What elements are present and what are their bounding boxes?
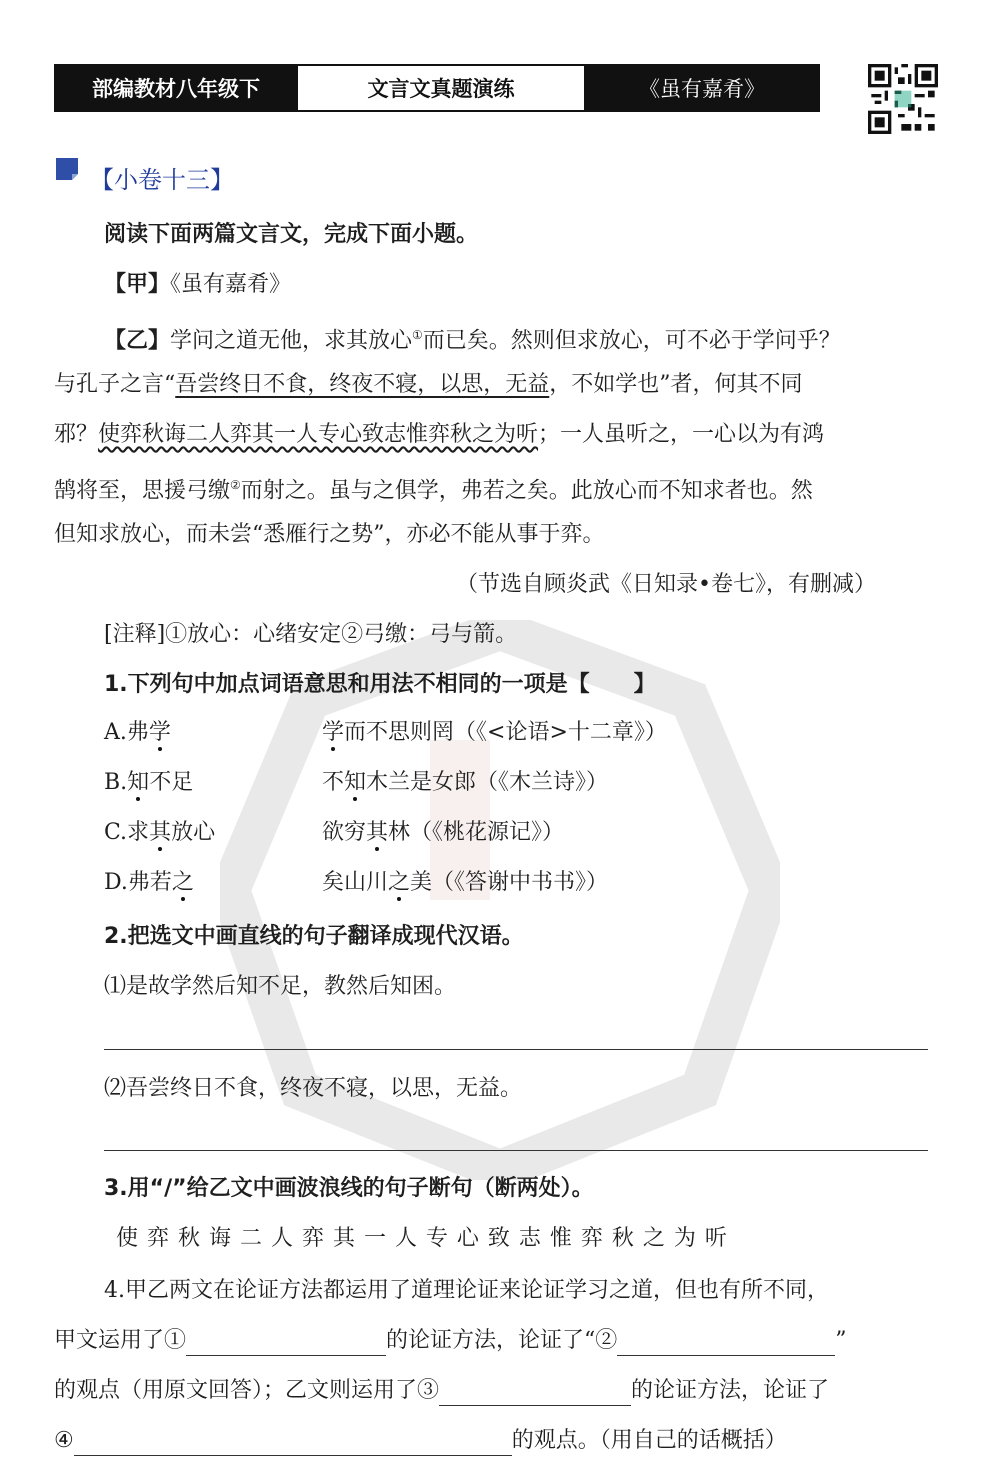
q1-option-a: A.弗学 (104, 720, 171, 745)
blank-2[interactable] (617, 1331, 835, 1356)
passage-yi-line4: 鹄将至，思援弓缴②而射之。虽与之俱学，弗若之矣。此放心而不知求者也。然 (54, 478, 813, 504)
answer-line-1[interactable] (104, 1049, 928, 1050)
passage-jia (104, 270, 291, 300)
header-topic: 文言文真题演练 (296, 66, 586, 110)
blank-1[interactable] (186, 1331, 386, 1356)
blank-4[interactable] (74, 1431, 512, 1456)
header-bar (54, 64, 820, 112)
q1-option-a-compare: 学而不思则罔（《<论语>十二章》） (322, 720, 667, 745)
answer-line-2[interactable] (104, 1150, 928, 1151)
yi-label: 【乙】 (104, 328, 171, 354)
q4-line1: 4.甲乙两文在论证方法都运用了道理论证来论证学习之道，但也有所不同， (104, 1278, 829, 1303)
qr-code-icon (868, 64, 938, 134)
section-tag: 【小卷十三】 (90, 166, 234, 194)
source-citation: （节选自顾炎武《日知录•卷七》，有删减） (456, 572, 876, 597)
q3-stem: 3.用“/”给乙文中画波浪线的句子断句（断两处）。 (104, 1176, 594, 1201)
wavy-sentence: 使弈秋诲二人弈其一人专心致志惟弈秋之为听 (98, 422, 539, 447)
q1-stem: 1.下列句中加点词语意思和用法不相同的一项是【 】 (104, 672, 656, 697)
q1-option-d-compare: 矣山川之美（《答谢中书书》） (322, 870, 609, 895)
q2-sentence-2: ⑵吾尝终日不食，终夜不寝，以思，无益。 (104, 1076, 523, 1101)
passage-yi-line1: 【乙】学问之道无他，求其放心①而已矣。然则但求放心，可不必于学问乎？ (104, 328, 841, 354)
notes: [注释]①放心：心绪安定②弓缴：弓与箭。 (104, 622, 518, 647)
q1-option-c-compare: 欲穷其林（《桃花源记》） (322, 820, 565, 845)
jia-title: 《虽有嘉肴》 (170, 272, 292, 297)
q1-option-d: D.弗若之 (104, 870, 194, 895)
q4-line3: 的观点（用原文回答）；乙文则运用了③ 的论证方法，论证了 (54, 1376, 829, 1406)
header-grade: 部编教材八年级下 (56, 66, 296, 110)
q4-line4: ④ 的观点。（用自己的话概括） (54, 1426, 787, 1456)
q2-stem: 2.把选文中画直线的句子翻译成现代汉语。 (104, 924, 524, 949)
header-title: 《虽有嘉肴》 (586, 66, 818, 110)
instruction: 阅读下面两篇文言文，完成下面小题。 (104, 222, 479, 247)
q1-option-c: C.求其放心 (104, 820, 216, 845)
q2-sentence-1: ⑴是故学然后知不足，教然后知困。 (104, 974, 457, 999)
passage-yi-line5: 但知求放心，而未尝“悉雁行之势”，亦必不能从事于弈。 (54, 522, 605, 547)
jia-label: 【甲】 (104, 272, 171, 297)
bookmark-icon (54, 156, 84, 182)
blank-3[interactable] (439, 1381, 631, 1406)
underlined-sentence: 吾尝终日不食，终夜不寝，以思，无益 (175, 372, 550, 397)
passage-yi-line3: 邪？使弈秋诲二人弈其一人专心致志惟弈秋之为听；一人虽听之，一心以为有鸿 (54, 422, 825, 447)
passage-yi-line2: 与孔子之言“吾尝终日不食，终夜不寝，以思，无益，不如学也”者，何其不同 (54, 372, 803, 397)
q1-option-b: B.知不足 (104, 770, 194, 795)
q1-option-b-compare: 不知木兰是女郎（《木兰诗》） (322, 770, 609, 795)
q4-line2: 甲文运用了① 的论证方法，论证了“② ” (54, 1326, 847, 1356)
q3-sentence: 使 弈 秋 诲 二 人 弈 其 一 人 专 心 致 志 惟 弈 秋 之 为 听 (116, 1226, 728, 1251)
